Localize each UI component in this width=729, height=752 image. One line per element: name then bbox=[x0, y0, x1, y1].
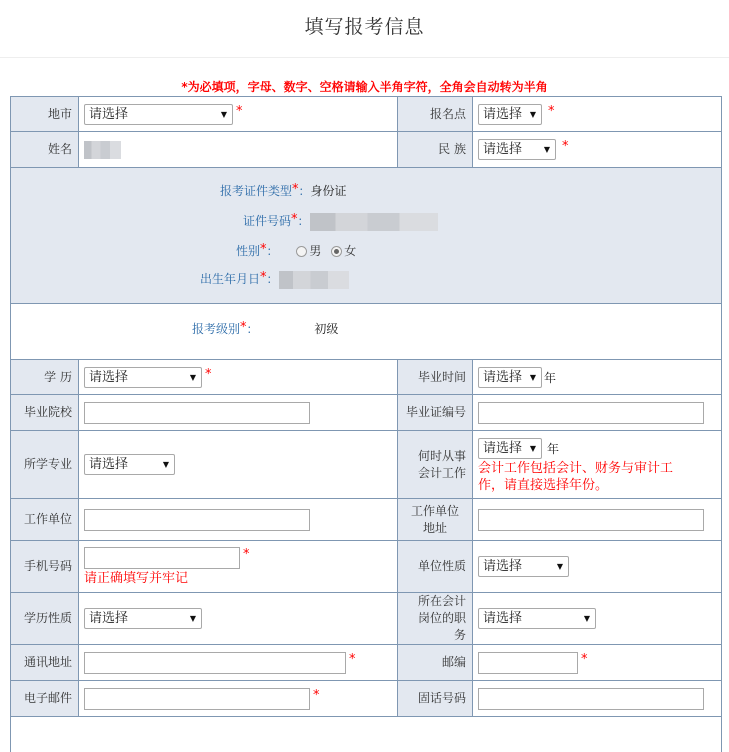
accounting-position-select[interactable]: 请选择 ▼ bbox=[478, 608, 596, 629]
page-title: 填写报考信息 bbox=[304, 16, 425, 38]
identity-section bbox=[11, 168, 722, 304]
accounting-position-label: 所在会计岗位的职务 bbox=[398, 593, 473, 645]
email-label: 电子邮件 bbox=[11, 681, 79, 717]
diploma-number-label: 毕业证编号 bbox=[398, 395, 473, 431]
employer-input[interactable] bbox=[84, 509, 310, 531]
graduation-year-select[interactable]: 请选择 ▼ bbox=[478, 367, 542, 388]
postcode-label: 邮编 bbox=[398, 645, 473, 681]
chevron-down-icon: ▼ bbox=[162, 460, 169, 469]
email-input[interactable] bbox=[84, 688, 310, 710]
registration-form: 地市 请选择 ▼ * 报名点 请选择 ▼ * 姓名 民 族 请选择 ▼ * 报考证件类型*：身份证 证件号码*： 性别*： 男 女 出生年月日*： 报考级别*： 初级 学 历 请选择 ▼ * 毕业时间 请选择 ▼ 年 毕业院校 毕业证编号 所学专业 请选择 ▼ 何时从事会计工作 请选择 ▼ 年 会计工作包括会计、财务与审计工作，请直接选择年份。 工作单位 工作单位地址 手机号码 * 请正确填写并牢记 单位性质 请选择 ▼ 学历性质 请选择 ▼ 所在会计岗位的职务 请选择 ▼ 通讯地址 * 邮编 * 电子邮件 * 固话号码 bbox=[10, 96, 722, 752]
city-label: 地市 bbox=[11, 97, 79, 132]
mobile-label: 手机号码 bbox=[11, 541, 79, 593]
required-mark: * bbox=[205, 366, 212, 382]
required-notice: *为必填项，字母、数字、空格请输入半角字符，全角会自动转为半角 bbox=[181, 80, 548, 94]
gender-row: 性别*： 男 女 bbox=[236, 242, 357, 258]
chevron-down-icon: ▼ bbox=[556, 562, 563, 571]
mobile-note: 请正确填写并牢记 bbox=[84, 570, 189, 586]
ethnicity-label: 民 族 bbox=[398, 132, 473, 168]
accounting-start-note: 会计工作包括会计、财务与审计工作，请直接选择年份。 bbox=[478, 460, 674, 493]
required-mark: * bbox=[581, 651, 588, 667]
education-type-select[interactable]: 请选择 ▼ bbox=[84, 608, 202, 629]
exam-site-select[interactable]: 请选择 ▼ bbox=[478, 104, 542, 125]
education-label: 学 历 bbox=[11, 360, 79, 395]
major-label: 所学专业 bbox=[11, 431, 79, 499]
title-divider bbox=[0, 57, 729, 58]
id-number-row: 证件号码*： bbox=[243, 212, 438, 231]
major-select[interactable]: 请选择 ▼ bbox=[84, 454, 175, 475]
chevron-down-icon: ▼ bbox=[220, 109, 227, 119]
accounting-start-label: 何时从事会计工作 bbox=[398, 431, 473, 499]
required-mark: * bbox=[562, 139, 569, 154]
form-footer-row bbox=[11, 717, 722, 752]
accounting-start-year-select[interactable]: 请选择 ▼ bbox=[478, 438, 542, 459]
postcode-input[interactable] bbox=[478, 652, 578, 674]
employer-type-label: 单位性质 bbox=[398, 541, 473, 593]
landline-input[interactable] bbox=[478, 688, 704, 710]
name-label: 姓名 bbox=[11, 132, 79, 168]
exam-level-value: 初级 bbox=[314, 322, 339, 336]
gender-female-option[interactable]: 女 bbox=[331, 244, 356, 258]
employer-address-label: 工作单位地址 bbox=[398, 499, 473, 541]
id-type-value: 身份证 bbox=[310, 184, 347, 198]
ethnicity-select[interactable]: 请选择 ▼ bbox=[478, 139, 556, 160]
mailing-address-input[interactable] bbox=[84, 652, 346, 674]
employer-type-select[interactable]: 请选择 ▼ bbox=[478, 556, 569, 577]
employer-address-input[interactable] bbox=[478, 509, 704, 531]
birth-date-row: 出生年月日*： bbox=[200, 270, 349, 289]
landline-label: 固话号码 bbox=[398, 681, 473, 717]
chevron-down-icon: ▼ bbox=[543, 145, 550, 154]
radio-male[interactable] bbox=[296, 246, 307, 257]
birth-date-redacted bbox=[279, 271, 349, 289]
required-mark: * bbox=[548, 103, 555, 119]
graduate-school-input[interactable] bbox=[84, 402, 310, 424]
mailing-address-label: 通讯地址 bbox=[11, 645, 79, 681]
graduation-time-label: 毕业时间 bbox=[398, 360, 473, 395]
chevron-down-icon: ▼ bbox=[189, 614, 196, 623]
id-type-row: 报考证件类型*：身份证 bbox=[220, 182, 347, 198]
chevron-down-icon: ▼ bbox=[529, 372, 536, 382]
education-type-label: 学历性质 bbox=[11, 593, 79, 645]
chevron-down-icon: ▼ bbox=[189, 372, 196, 382]
chevron-down-icon: ▼ bbox=[529, 109, 536, 119]
exam-level-row: 报考级别*： 初级 bbox=[192, 320, 339, 336]
chevron-down-icon: ▼ bbox=[529, 443, 536, 453]
exam-level-section bbox=[11, 304, 722, 360]
radio-female[interactable] bbox=[331, 246, 342, 257]
employer-label: 工作单位 bbox=[11, 499, 79, 541]
mobile-input[interactable] bbox=[84, 547, 240, 569]
education-select[interactable]: 请选择 ▼ bbox=[84, 367, 202, 388]
chevron-down-icon: ▼ bbox=[583, 614, 590, 623]
diploma-number-input[interactable] bbox=[478, 402, 704, 424]
city-select[interactable]: 请选择 ▼ bbox=[84, 104, 233, 125]
gender-male-option[interactable]: 男 bbox=[296, 244, 321, 258]
required-mark: * bbox=[243, 546, 250, 562]
exam-site-label: 报名点 bbox=[398, 97, 473, 132]
required-mark: * bbox=[313, 687, 320, 703]
required-mark: * bbox=[349, 651, 356, 667]
name-value-redacted bbox=[84, 141, 121, 159]
required-mark: * bbox=[236, 103, 243, 119]
id-number-redacted bbox=[310, 213, 438, 231]
graduate-school-label: 毕业院校 bbox=[11, 395, 79, 431]
